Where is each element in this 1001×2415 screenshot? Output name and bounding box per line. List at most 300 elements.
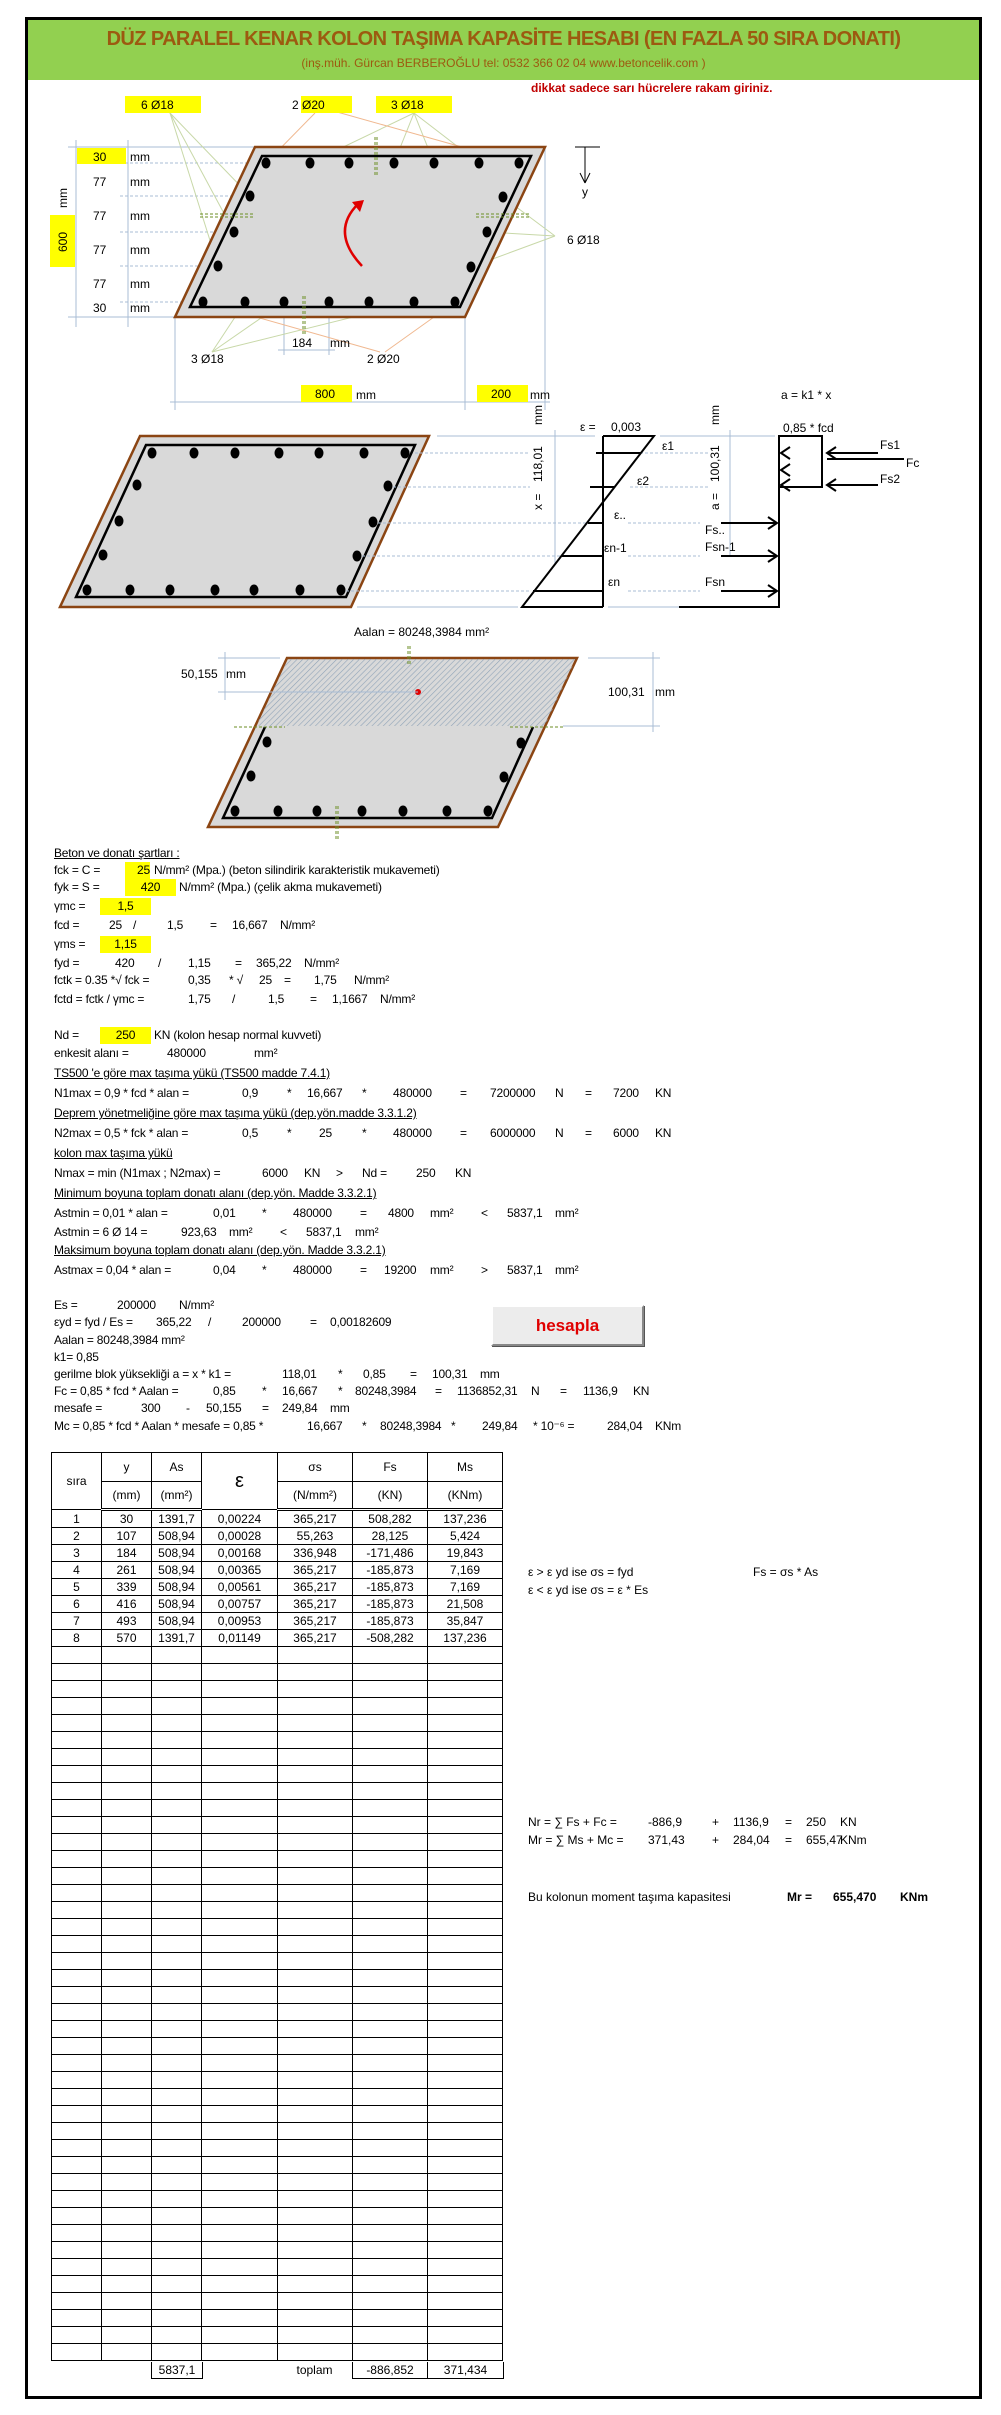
table-cell [428,1664,503,1681]
col-header-fs: Fs [353,1453,428,1482]
table-cell [152,2293,202,2310]
table-cell [202,2276,278,2293]
calc-mesafe-3: 50,155 [206,1401,242,1415]
calc-astmax-2: * [262,1263,267,1277]
table-row [52,1987,503,2004]
table-cell [353,2157,428,2174]
table-cell: -185,873 [353,1562,428,1579]
mr-label: Mr = [787,1890,813,1904]
table-row [52,2259,503,2276]
table-cell [52,2089,102,2106]
table-cell [102,2021,152,2038]
calc-mc-2: * [362,1419,367,1433]
table-row [52,1545,503,1562]
calc-gmc-1[interactable]: 1,5 [100,898,151,915]
table-cell [428,2242,503,2259]
calc-n1max-0: N1max = 0,9 * fcd * alan = [54,1086,189,1100]
table-cell: 365,217 [278,1613,353,1630]
calc-astmin1-5: 4800 [388,1206,414,1220]
table-cell [428,1851,503,1868]
table-row [52,2140,503,2157]
table-cell: 570 [102,1630,152,1647]
page-title: DÜZ PARALEL KENAR KOLON TAŞIMA KAPASİTE HESABI (EN FAZLA 50 SIRA DONATI) [106,28,901,50]
table-row [52,2004,503,2021]
calc-mc-3: 80248,3984 [380,1419,442,1433]
table-cell [202,1885,278,1902]
table-cell [202,2089,278,2106]
calc-fyk-1[interactable]: 420 [125,879,176,896]
table-cell [102,1851,152,1868]
table-row [52,1732,503,1749]
table-cell: 8 [52,1630,102,1647]
table-cell [52,2276,102,2293]
table-cell [353,1970,428,1987]
table-cell [202,1766,278,1783]
rebar-dot [360,448,369,459]
rebar-dot [115,516,124,527]
table-cell [102,1936,152,1953]
table-cell [202,1834,278,1851]
table-cell: 1 [52,1510,102,1528]
table-cell [428,2174,503,2191]
calc-kolon-0: kolon max taşıma yükü [54,1146,173,1160]
eps-label: ε.. [614,508,627,522]
calc-fyd-6: N/mm² [304,956,339,970]
table-row [52,1510,503,1528]
calc-es-0: Es = [54,1298,78,1312]
calc-mesafe-2: - [186,1401,190,1415]
table-row [52,1681,503,1698]
unit-label: mm [356,388,376,402]
unit-label: mm [130,301,150,315]
table-row [52,1715,503,1732]
total-ms: 371,434 [427,2362,504,2379]
table-cell [202,1732,278,1749]
rebar-table [51,1452,503,2361]
result-mr-5: 655,47 [806,1833,843,1847]
calc-minimum-0: Minimum boyuna toplam donatı alanı (dep.yön. Madde 3.3.2.1) [54,1186,377,1200]
calc-astmax-1: 0,04 [213,1263,236,1277]
table-row [52,2072,503,2089]
table-cell [152,1868,202,1885]
table-cell [152,2276,202,2293]
table-cell: 508,94 [152,1528,202,1545]
table-cell [353,2174,428,2191]
calc-fctd-4: = [310,992,317,1006]
calc-mesafe-6: mm [330,1401,350,1415]
rebar-dot [483,227,492,238]
table-cell [353,1953,428,1970]
table-cell [102,2225,152,2242]
calc-fck-1[interactable]: 25 [125,862,150,879]
rebar-dot [353,551,362,562]
table-cell [278,1987,353,2004]
calc-n1max-1: 0,9 [242,1086,259,1100]
table-row [52,1749,503,1766]
calc-fcd-4: = [210,918,217,932]
table-cell [102,2310,152,2327]
table-cell [202,1698,278,1715]
table-cell [353,2276,428,2293]
cover-bottom-value: 30 [93,301,107,315]
table-cell [428,1868,503,1885]
rebar-dot [166,585,175,596]
calc-astmax-9: mm² [555,1263,579,1277]
table-cell [202,1851,278,1868]
calc-mc-0: Mc = 0,85 * fcd * Aalan * mesafe = 0,85 * [54,1419,264,1433]
calc-nmax-2: KN [304,1166,321,1180]
table-cell [278,1698,353,1715]
result-mr-2: + [712,1833,720,1847]
table-cell [428,1800,503,1817]
table-cell [102,2106,152,2123]
force-label: Fs.. [705,523,725,537]
table-cell: 4 [52,1562,102,1579]
table-row [52,2208,503,2225]
rebar-dot [358,806,367,817]
table-cell [152,2242,202,2259]
table-cell [353,2293,428,2310]
spacing-value: 77 [93,243,107,257]
table-cell: -171,486 [353,1545,428,1562]
rebar-dot [390,158,399,169]
table-cell [152,2055,202,2072]
table-cell [52,2344,102,2361]
calc-n1max-5: 480000 [393,1086,432,1100]
table-cell [152,2021,202,2038]
table-row [52,1885,503,1902]
table-cell [202,2327,278,2344]
table-cell [52,2055,102,2072]
table-cell [52,1834,102,1851]
table-cell [428,2276,503,2293]
table-cell [353,1902,428,1919]
table-cell: 137,236 [428,1630,503,1647]
calc-n2max-4: * [362,1126,367,1140]
label-top-mid-bars[interactable]: 2 Ø20 [292,98,325,112]
table-cell [152,1800,202,1817]
table-cell [202,1953,278,1970]
table-cell [202,2293,278,2310]
calc-astmin2-4: 5837,1 [306,1225,342,1239]
calc-fctd-3: 1,5 [268,992,285,1006]
table-cell: 365,217 [278,1562,353,1579]
unit-label: mm [708,405,722,425]
calc-mc-4: * [451,1419,456,1433]
table-cell: 1391,7 [152,1630,202,1647]
result-nr-5: 250 [806,1815,827,1829]
calc-gms-0: γms = [54,937,86,951]
table-cell [202,1783,278,1800]
table-cell [52,1783,102,1800]
table-cell [353,2344,428,2361]
a-formula: a = k1 * x [781,388,832,402]
table-cell [152,2259,202,2276]
table-cell [102,1749,152,1766]
mr-value: 655,470 [833,1890,877,1904]
table-cell [278,2157,353,2174]
table-cell [152,2089,202,2106]
calc-n1max-4: * [362,1086,367,1100]
table-cell [428,1817,503,1834]
table-cell [278,1783,353,1800]
unit-label: mm [56,188,70,208]
label-bottom-mid-bars: 2 Ø20 [367,352,400,366]
calc-astmin1-9: mm² [555,1206,579,1220]
result-nr-2: + [712,1815,720,1829]
table-cell [428,2004,503,2021]
table-cell [428,1698,503,1715]
table-cell [353,2089,428,2106]
calc-eyd-3: 200000 [242,1315,281,1329]
calc-fc-1: 0,85 [213,1384,236,1398]
table-cell [353,1749,428,1766]
calc-nd-1[interactable]: 250 [100,1027,151,1044]
label-top-right-bars[interactable]: 3 Ø18 [391,98,424,112]
rebar-dot [275,448,284,459]
table-cell [52,1885,102,1902]
rebar-dot [231,448,240,459]
eps-label: εn-1 [604,541,627,555]
height-value[interactable]: 600 [56,231,70,252]
table-cell [278,2310,353,2327]
table-cell [428,2106,503,2123]
table-cell [202,1817,278,1834]
table-cell [52,1868,102,1885]
table-cell [152,2038,202,2055]
table-cell [102,1902,152,1919]
calc-mc-6: * 10⁻⁶ = [533,1419,575,1433]
table-row [52,2191,503,2208]
cover-top-value[interactable]: 30 [93,150,107,164]
table-cell [428,2089,503,2106]
table-cell [278,2072,353,2089]
table-cell [278,2327,353,2344]
table-row [52,2038,503,2055]
calc-gerilme-6: mm [480,1367,500,1381]
rebar-dot [369,517,378,528]
table-cell [152,1732,202,1749]
table-cell [152,2191,202,2208]
centroid-value: 50,155 [181,667,218,681]
table-cell: 261 [102,1562,152,1579]
calc-fck-0: fck = C = [54,863,101,877]
table-cell: 30 [102,1510,152,1528]
table-cell [52,1664,102,1681]
calc-n2max-11: KN [655,1126,672,1140]
table-cell [353,2106,428,2123]
table-cell [152,1851,202,1868]
rebar-dot [247,771,256,782]
rebar-dot [484,806,493,817]
table-cell [152,1647,202,1664]
table-cell [152,2208,202,2225]
calc-gmc-0: γmc = [54,899,86,913]
table-cell: 107 [102,1528,152,1545]
calc-gerilme-1: 118,01 [282,1367,317,1381]
table-cell [278,2123,353,2140]
label-top-left-bars[interactable]: 6 Ø18 [141,98,174,112]
table-row [52,1834,503,1851]
table-row [52,2344,503,2361]
calc-astmin2-5: mm² [355,1225,379,1239]
table-cell [152,1664,202,1681]
table-cell [102,2089,152,2106]
table-cell [353,1987,428,2004]
unit-as: (mm²) [152,1482,202,1510]
col-header-as: As [152,1453,202,1482]
fs-formula: Fs = σs * As [753,1565,819,1579]
table-cell [102,1919,152,1936]
unit-label: mm [655,685,675,699]
table-row [52,2242,503,2259]
table-row [52,1868,503,1885]
rebar-dot [148,448,157,459]
table-cell [152,2344,202,2361]
calc-astmin1-3: 480000 [293,1206,332,1220]
col-header-epsilon: ε [202,1453,278,1510]
result-nr-0: Nr = ∑ Fs + Fc = [528,1815,617,1829]
calc-gms-1[interactable]: 1,15 [100,936,151,953]
table-cell [52,1817,102,1834]
table-row [52,1647,503,1664]
calc-nd-0: Nd = [54,1028,79,1042]
input-warning: dikkat sadece sarı hücrelere rakam giriniz. [531,81,773,95]
calc-fyd-5: 365,22 [256,956,292,970]
table-cell [152,2072,202,2089]
calc-fc-11: KN [633,1384,650,1398]
table-cell [52,2208,102,2225]
calc-astmin1-1: 0,01 [213,1206,236,1220]
x-label: x = [531,493,545,510]
table-cell [202,1919,278,1936]
calc-n1max-8: N [555,1086,564,1100]
calc-fc-8: N [531,1384,540,1398]
width-value[interactable]: 800 [315,387,336,401]
table-cell [52,1953,102,1970]
calc-gerilme-0: gerilme blok yüksekliği a = x * k1 = [54,1367,231,1381]
rebar-dot [384,481,393,492]
table-cell [202,1970,278,1987]
calc-n2max-6: = [460,1126,467,1140]
calc-nmax-3: > [336,1166,343,1180]
calc-n1max-10: 7200 [613,1086,639,1100]
calc-astmax-5: 19200 [384,1263,417,1277]
calc-enkesit-0: enkesit alanı = [54,1046,129,1060]
table-cell [52,1698,102,1715]
calc-n1max-6: = [460,1086,467,1100]
calc-n2max-7: 6000000 [490,1126,536,1140]
table-cell [278,1919,353,1936]
calc-astmax-0: Astmax = 0,04 * alan = [54,1263,172,1277]
table-cell [202,2140,278,2157]
table-cell [52,1902,102,1919]
rebar-dot [262,158,271,169]
calc-mesafe-4: = [262,1401,269,1415]
calc-n1max-7: 7200000 [490,1086,536,1100]
table-cell [353,2021,428,2038]
table-cell [278,1800,353,1817]
calc-astmin1-8: 5837,1 [507,1206,543,1220]
table-cell [428,1749,503,1766]
calc-es-1: 200000 [117,1298,156,1312]
hesapla-button[interactable]: hesapla [491,1305,644,1346]
calc-fc-10: 1136,9 [583,1384,618,1398]
table-cell [52,2327,102,2344]
result-mr-0: Mr = ∑ Ms + Mc = [528,1833,624,1847]
table-cell [202,2310,278,2327]
area-drawing [181,625,675,840]
table-cell [102,2242,152,2259]
table-cell [428,1715,503,1732]
table-cell [52,2242,102,2259]
table-cell [353,2004,428,2021]
table-cell [202,1936,278,1953]
unit-label: mm [130,175,150,189]
table-cell [428,1885,503,1902]
rebar-dot [246,191,255,202]
col-header-ms: Ms [428,1453,503,1482]
author-info: (inş.müh. Gürcan BERBEROĞLU tel: 0532 366 02 04 www.betoncelik.com ) [301,56,706,70]
table-cell: 508,94 [152,1613,202,1630]
table-cell [428,1647,503,1664]
table-cell [52,1851,102,1868]
rebar-dot [500,772,509,783]
table-cell [202,2004,278,2021]
table-row [52,1698,503,1715]
offset-value[interactable]: 200 [491,387,512,401]
calc-beton-0: Beton ve donatı şartları : [54,846,180,860]
table-cell [428,2293,503,2310]
table-cell [202,2225,278,2242]
aalan-label: Aalan = 80248,3984 mm² [354,625,490,639]
table-cell [152,1919,202,1936]
table-cell [52,2157,102,2174]
force-label: Fs1 [880,438,901,452]
table-row [52,1664,503,1681]
mr-unit: KNm [900,1890,929,1904]
table-cell [102,1817,152,1834]
table-cell [152,2004,202,2021]
table-row [52,1562,503,1579]
table-cell [353,2225,428,2242]
eps-label: ε2 [637,474,650,488]
calc-fc-2: * [262,1384,267,1398]
calc-fctd-2: / [232,992,236,1006]
label-bottom-left-bars: 3 Ø18 [191,352,224,366]
calc-fc-4: * [338,1384,343,1398]
table-row [52,2106,503,2123]
calc-gerilme-2: * [338,1367,343,1381]
calc-eyd-4: = [310,1315,317,1329]
calc-astmin1-6: mm² [430,1206,454,1220]
table-cell [278,1834,353,1851]
table-cell: 0,00561 [202,1579,278,1596]
table-cell: 7,169 [428,1562,503,1579]
spacing-value: 77 [93,209,107,223]
table-row [52,1596,503,1613]
calc-fctd-1: 1,75 [188,992,211,1006]
calc-n1max-9: = [585,1086,592,1100]
table-cell [202,2242,278,2259]
table-cell [202,2344,278,2361]
table-cell [102,2072,152,2089]
table-cell [353,1834,428,1851]
table-cell [52,1936,102,1953]
rebar-dot [467,262,476,273]
calc-astmin2-1: 923,63 [181,1225,217,1239]
table-cell [52,2259,102,2276]
